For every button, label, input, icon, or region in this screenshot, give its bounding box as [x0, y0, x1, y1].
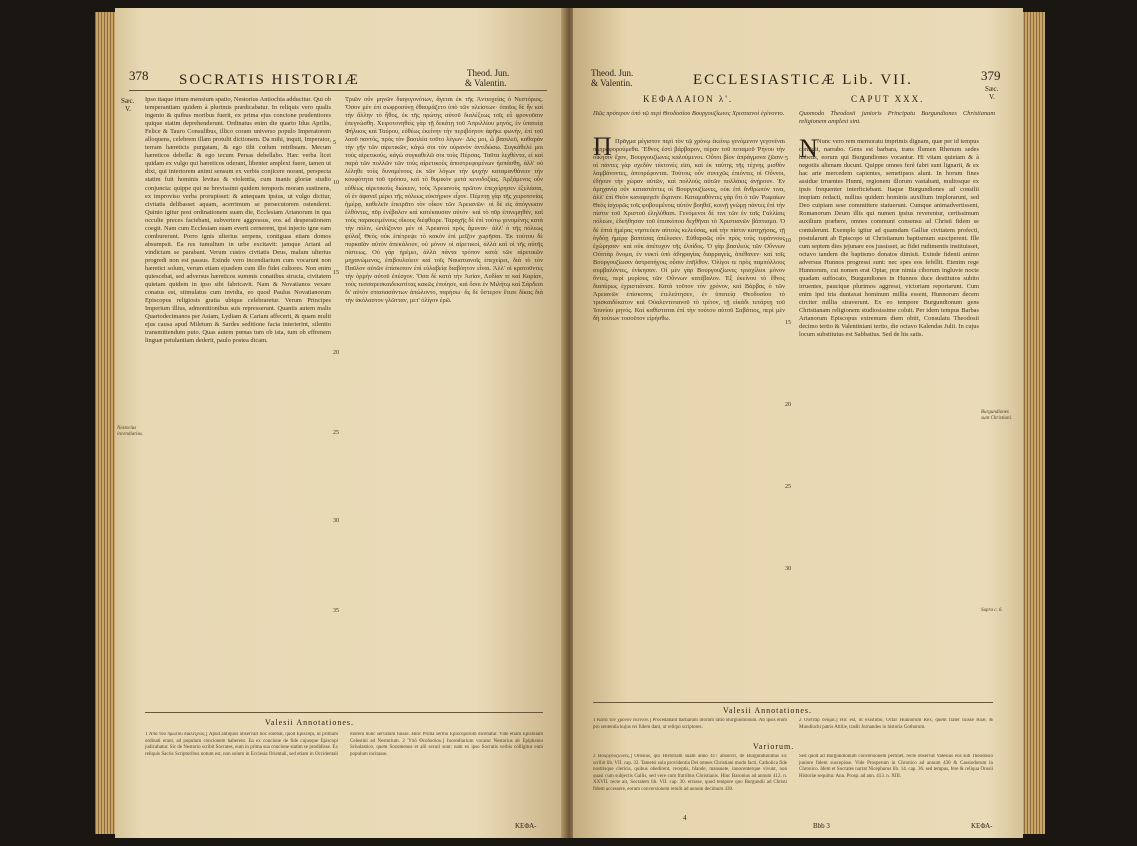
left-line-number: 30	[333, 518, 339, 524]
right-running-title: ECCLESIASTICÆ Lib. VII.	[693, 72, 913, 88]
right-line-number: 20	[785, 402, 791, 408]
right-latin-column: Nunc vero rem memoratu imprimis dignam, quæ per id tempus contigit, narrabo. Gens est barbara, trans flumen Rhenum sedes habens, eorum qui Burgundiones vocantur. Hi vitam quietam & à negotiis alienam ducunt. Quippe omnes ferè fabri sunt lignarii, & ex hac arte mercedem capientes, semetipsos alunt. In horum fines assidue irruentes Hunni, regionem illorum vastabant, multosque ex ipsis frequenter interficiebant. Itaque Burgundiones ad consilii inopiam redacti, nullius quidem hominis auxilium implorarunt, sed Deo cuipiam sese committere statuerunt. Cumque animadvertissent, Romanorum Deum illis qui numen ipsius reverentur, certissimum auxilium præbere, omnes communi consensu ad Christi fidem se contulerunt. Exemplo igitur ad quamdam Galliæ civitatem profecti, postularunt ab Episcopo ut Christianum baptismum susciperent. Ille cum septem dies jejunare eos jussisset, ac fidei rudimentis instituisset, octavo tandem die baptismo donatos dimisit. Exinde fidenti animo adversus Hunnos progressi sunt: nec spes eos fefellit. Etenim rege Hunnorum, cui nomen erat Optar, præ nimia ciborum ingluvie nocte quadam suffocato, Burgundiones in Hunnos duce destitutos subito irruentes, paucique plurimos aggressi, victoriam reportarunt. Cum enim ipsi tria duntaxat hominum millia essent, Hunnorum decem circiter millia straverunt. Ex eo tempore Burgundionum gens Christianam religionem studiosissime coluit. Per idem tempus Barbas Arianorum Episcopus extremum diem obiit, Consulatu Theodosii decimo tertio & Valentiniani tertio, die octavo Kalendas Julii. In cujus locum substitutus est Sabbatius. Sed de his satis.	[799, 138, 979, 339]
left-saec-label: Sæc.	[121, 97, 135, 105]
right-author-line-2: & Valentin.	[591, 78, 633, 88]
left-line-number: 15	[333, 270, 339, 276]
right-author-line-1: Theod. Jun.	[591, 68, 634, 78]
greek-chapter-heading: ΚΕΦΑΛΑΙΟΝ λ'.	[643, 94, 734, 104]
right-line-number: 25	[785, 484, 791, 490]
right-saec-value: V.	[989, 93, 995, 101]
right-fore-edge	[1021, 12, 1045, 834]
left-notes-text: 1 Ἀπὸ τοῦ πρώτου διαλέξεως.] Apud antiquos observari hoc solebat, quod Episcopi, ut primum ordinati erant, ad populum concionem haberent. Ea ex concione de fide cujusque Episcopi judicabatur. Sic de Nestorio scribit Socrates, eum in prima sua concione statim se prodidisse. Ex reliquis Sacris Scriptoribus notum est, non solum in Ecclesia Orientali, sed etiam in Occidentali morem hunc servatum fuisse. Hinc Prima sermo Episcoporum dicebatur. Vide etiam Epistolam Celestini ad Nestorium. 2 Ὑπὸ Θεοδοσίου.] Incendiarium vocatur Nestorius ab Epiphanio Scholastico, quem Sozomenus et alii secuti sunt: nam ex ipso Socratis verbis colligitur eum populum incitasse.	[145, 732, 543, 757]
left-running-title: SOCRATIS HISTORIÆ	[179, 72, 360, 88]
left-saec-value: V.	[125, 105, 131, 113]
open-book	[95, 8, 1045, 838]
greek-chapter-subtitle: Πῶς πρότερον ὑπὸ τῷ περὶ Θεοδοσίου Βουργουζίωνες Χριστιανοὶ ἐγένοντο.	[593, 110, 785, 117]
left-catchword: ΚΕΦΑ-	[515, 822, 537, 830]
greek-drop-initial: Π	[593, 132, 612, 161]
right-catchword: ΚΕΦΑ-	[971, 822, 993, 830]
right-line-number: 10	[785, 238, 791, 244]
right-saec-label: Sæc.	[985, 85, 999, 93]
left-author-line-1: Theod. Jun.	[467, 68, 510, 78]
left-line-number: 5	[333, 140, 336, 146]
variorum-text-right: Sed quod ad Burgundionum conversionem pertinet, recte observat Valesius eos sub Theodosio juniore fidem suscepisse. Vide Prosperum in Chronico ad annum 430 & Cassiodorum in Chronico. Idem et Socrates narrat Nicephorus lib. 14. cap. 36. sed tempus, fere & reliqua Orosii Historiæ sequitur. Ann. Prosp. ad ann. 413. n. XIII.	[799, 754, 993, 779]
left-notes-rule	[145, 712, 543, 713]
right-notes-heading: Valesii Annotationes.	[723, 706, 812, 715]
latin-chapter-heading: CAPUT XXX.	[851, 94, 925, 104]
left-line-number: 35	[333, 608, 339, 614]
variorum-text-left: 2 Βουργουζίωνες.] Orosius, qui Historiam suam anno 417 absolvit, de Burgundionibus sic scribit lib. VII. cap. 32. Tametsi sola providentia Dei omnes Christiani modo facti, Catholica fide nostrisque clericis, quibus obedirent, receptis, blande, mansuete, innocenterque vivunt, non quasi cum subjectis Gallis, sed vere cum fratribus Christianis. Hinc Baronius ad annum 412. n. XXVII. recte ait, Socratem lib. VII. cap. 30. errasse, quod tempore quo Burgundii ad Christi fidem accessere, eorum conversionem retulit ad annum decimum 430.	[593, 754, 787, 792]
left-author-line-2: & Valentin.	[465, 78, 507, 88]
latin-drop-initial: N	[799, 134, 818, 163]
right-notes-rule	[593, 702, 993, 703]
left-notes-heading: Valesii Annotationes.	[265, 718, 354, 727]
left-greek-column: Τριῶν οὖν μηνῶν διαγεγονότων, ἄγεται ἐκ τῆς Ἀντιοχείας ὁ Νεστόριος. Ὅσον μὲν ἐπὶ σωφροσύνῃ ἐθαυμάζετο ὑπὸ τῶν πλείστων· ὁποῖος δὲ ἦν καὶ τὴν ἄλλην τὸ ἦθος, ἐκ τῆς πρώτης αὐτοῦ διαλέξεως τοῖς εὖ φρονοῦσιν ἐπεγνώσθη. Χειροτονηθεὶς γὰρ τῇ δεκάτῃ τοῦ Ἀπριλλίου μηνός, ἐν ὑπατείᾳ Φήλικος καὶ Ταύρου, εὐθέως ἐκείνην τὴν περιβόητον ἀφῆκε φωνήν, ἐπὶ τοῦ λαοῦ παντός, πρὸς τὸν βασιλέα τοῦτο λέγων· Δός μοι, ὦ βασιλεῦ, καθαρὰν τὴν γῆν τῶν αἱρετικῶν, κἀγώ σοι τὸν οὐρανὸν ἀντιδώσω. Συγκάθελέ μοι τοὺς αἱρετικούς, κἀγώ συγκαθελῶ σοι τοὺς Πέρσας. Ταῦτα λεχθέντα, εἰ καὶ παρὰ τῶν πολλῶν τῶν τοὺς αἱρετικοὺς ἀποστρεφομένων ἠσπάσθη, ἀλλ' οὐ λέληθε τοὺς δυναμένους ἐκ τῶν λόγων τὴν ψυχὴν καταμανθάνειν τὴν κουφότητα τοῦ τρόπου, καὶ τὸ θυμικὸν μετὰ κενοδοξίας. Ἀρξάμενος οὖν εὐθέως αἱρετικοὺς διώκειν, τοὺς Ἀρειανοὺς πρῶτον ἐπεχείρησεν ἐξελάσαι, οἳ ἐν ἀφανεῖ μέρει τῆς πόλεως εὐκτήριον εἶχον. Πέμπτῃ γὰρ τῆς χειροτονίας ἡμέρᾳ, καθελεῖν ἐπειρᾶτο τὸν οἶκον τῶν Ἀρειανῶν· οἱ δὲ εἰς ἀπόγνωσιν ἐλθόντες, πῦρ ἐνέβαλον καὶ κατέκαυσαν αὐτόν· καὶ τὸ πῦρ ἐπινεμηθέν, καὶ τοὺς παρακειμένους οἴκους διέφθειρε. Ταραχῆς δὲ ἐπὶ τούτῳ γενομένης κατὰ τὴν πόλιν, ὡπλίζοντο μὲν οἱ Ἀρειανοὶ πρὸς ἄμυναν· ἀλλ' ὁ τῆς πόλεως φύλαξ Θεὸς οὐκ ἐπέτρεψε τὸ κακὸν ἐπὶ μεῖζον χωρῆσαι. Ἐκ τούτου δὲ πυρκαϊὰν αὐτὸν ἀπεκάλουν, οὐ μόνον οἱ αἱρετικοί, ἀλλὰ καὶ οἱ τῆς αὐτῆς πίστεως. Οὐ γὰρ ἠρέμει, ἀλλὰ πάντα τρόπον κατὰ τῶν αἱρετικῶν μηχανώμενος, ἐπιβουλεύειν καὶ τοῖς Ναυατιανοῖς ἐπεχείρει, διὰ τὸ τὸν Παῦλον αὐτῶν ἐπίσκοπον ἐπὶ εὐλαβείᾳ διαβόητον εἶναι. Ἀλλ' οἱ κρατοῦντες τὴν ὁρμὴν αὐτοῦ ἐπέσχον. Ὅσα δὲ κατὰ τὴν Ἀσίαν, Λυδίαν τε καὶ Καρίαν, τοὺς τεσσαρεσκαιδεκατίτας κακῶς ἐποίησε, καὶ ὅσοι ἐν Μιλήτῳ καὶ Σάρδεσι δι' αὐτὸν στασιασάντων ἀπώλοντο, παρήσω· ἃς δὲ ὕστερον ἔτισε δίκας διὰ τὴν ἀκόλαστον γλῶτταν, μετ' ὀλίγον ἐρῶ.	[345, 96, 543, 305]
left-page-number: 378	[129, 68, 149, 83]
right-margin-note-1: Burgundiones sunt Christiani.	[981, 410, 1013, 421]
right-margin-note-2: Supra c. 6.	[981, 608, 1003, 613]
right-page	[573, 8, 1023, 838]
right-greek-column: Πρᾶγμα μέγιστον περὶ τὸν τῷ χρόνῳ ἐκείνῳ γενόμενον γεγονέναι πληροφορούμεθα. Ἔθνος ἐστὶ βάρβαρον, πέραν τοῦ ποταμοῦ Ῥήνου τὴν οἴκησιν ἔχον, Βουργουζίωνες καλούμενοι. Οὗτοι βίον ἀπράγμονα ζῶσιν· οἱ πάντες γὰρ σχεδὸν τέκτονές εἰσι, καὶ ἐκ ταύτης τῆς τέχνης μισθὸν λαμβάνοντες, ἀποτρέφονται. Τούτοις οὖν συνεχῶς ἐπιόντες οἱ Οὖννοι, ἐδῄουν τὴν χώραν αὐτῶν, καὶ πολλοὺς αὐτῶν πολλάκις ἀνῄρουν. Ἐν ἀμηχανίᾳ οὖν καταστάντες οἱ Βουργουζίωνες, οὐκ ἐπὶ ἄνθρωπόν τινα, ἀλλ' ἐπὶ Θεὸν καταφυγεῖν ἔκριναν. Καταμαθόντες γὰρ ὅτι ὁ τῶν Ῥωμαίων Θεὸς ἰσχυρῶς τοῖς φοβουμένοις αὐτὸν βοηθεῖ, κοινῇ γνώμῃ πάντες ἐπὶ τὴν πίστιν τοῦ Χριστοῦ ἐληλύθασι. Γενόμενοι δέ τινι τῶν ἐν ταῖς Γαλλίαις πόλεων, ἐδεήθησαν τοῦ ἐπισκόπου δεχθῆναι τὸ Χριστιανῶν βάπτισμα. Ὁ δὲ ἑπτὰ ἡμέρας νηστεύειν αὐτοὺς κελεύσας, καὶ τὴν πίστιν κατηχήσας, τῇ ὀγδόῃ ἡμέρᾳ βαπτίσας ἀπέλυσεν. Εὐθαρσῶς οὖν πρὸς τοὺς τυράννους ἐχώρησαν· καὶ οὐκ ἀπέτυχον τῆς ἐλπίδος. Ὁ γὰρ βασιλεὺς τῶν Οὔννων Οὐπτὰρ ὄνομα, ἐν νυκτὶ ὑπὸ ἀδηφαγίας διαρραγείς, ἀπέθανεν· καὶ τοῖς Βουργουζίωσιν ἀστρατήγοις οὖσιν ἐπῆλθον. Ὀλίγοι τε πρὸς παμπόλλους συμβαλόντες, ἐνίκησαν. Οἱ μὲν γὰρ Βουργουζίωνες τρισχίλιοι μόνον ὄντες, περὶ μυρίους τῶν Οὔννων κατέβαλον. Ἐξ ἐκείνου τὸ ἔθνος διαπύρως ἐχριστιάνισε. Κατὰ τοῦτον τὸν χρόνον, καὶ Βάρβας ὁ τῶν Ἀρειανῶν ἐπίσκοπος ἐτελεύτησεν, ἐν ὑπατείᾳ Θεοδοσίου τὸ τρισκαιδέκατον καὶ Οὐαλεντινιανοῦ τὸ τρίτον, τῇ εἰκάδι τετάρτῃ τοῦ Ἰουνίου μηνός. Καὶ καθίσταται ἐπὶ τὴν τούτου αὐτοῦ Σαβάτιος, περὶ μὲν δὴ τούτων τοσοῦτον εἰρήσθω.	[593, 138, 785, 323]
left-header-rule	[129, 90, 547, 91]
left-margin-note: Nestorius incendiarius.	[117, 426, 144, 437]
left-line-number: 10	[333, 180, 339, 186]
right-line-number: 15	[785, 320, 791, 326]
left-line-number: 25	[333, 430, 339, 436]
left-line-number: 20	[333, 350, 339, 356]
right-notes-text-right: 2 Οὐπτὰρ ὄνομα.] Hic est, ut existimo, Octar Hunnorum Rex, quem frater fuisse Roæ, & Mundiuchi patris Attilæ, tradit Jornandes in historia Gothorum.	[799, 718, 993, 730]
left-page	[115, 8, 565, 838]
variorum-heading: Variorum.	[753, 742, 795, 751]
left-latin-column: Ipso itaque trium mensium spatio, Nestorius Antiochia adducitur. Qui ob temperantiam quidem à plurimis prædicabatur. In reliquis vero qualis ingenio & quibus moribus fuerit, ex prima ejus concione prudentiores quique statim deprehenderunt. Ordinatus enim die quarto Idus Aprilis, Felice & Tauro Consulibus, illico coram universo populo Imperatorem alloquens, celebrem illam protulit dictionem. Da mihi, inquit, Imperator, terram hæreticis purgatam, & ego tibi cœlum retribuam. Mecum hæreticos debella: & ego tecum Persas debellabo. Hæc verba licet quidam ex vulgo qui hæreticos oderant, libenter amplexi fuere, tamen ut dixi, qui interiorem animi sensum ex verbis conjicere norant, perspecta statim fuit hominis levitas & violentia, cum inanis gloriæ studio conjuncta: quippe qui ne brevissimi quidem temporis moram sustinens, ex improviso verba prorupisset: & antequam ipsius, ut vulgo dicitur, civitatis delibasset aquam, acerrimum se persecutorem ostenderet. Quinto igitur post ordinationem suam die, Ecclesiam Arianorum in qua occulte preces faciebant, subvertere aggressus, eos ad desperationem coegit. Nam cum Ecclesiam suam everti cernerent, ipsi injecto igne eam comburerunt. Porro ignis ulterius serpens, contiguas etiam domos absumpsit. Ea res tumultum in urbe excitavit: jamque Ariani ad vindictam se parabant. Verum custos civitatis Deus, malum ulterius progredi non est passus. Exinde vero incendiarium cum vocarunt non hæretici solum, verum etiam ejusdem cum illo fidei cultores. Non enim quiescebat, sed adversus hæreticos summis conatibus structa, civitatem quietam quidem in ipso sibi fabricavit. Nam & Novatianos vexare conatus est, stimulatus cum invidia, eo quod Paulus Novatianorum Episcopus religiosis gratia ubique celebraretur. Verum Principes Imperium illius, admonitionibus suis represserunt. Quantis autem malis Quartodecimanos per Asiam, Lydiam & Cariam affecerit, & quam multi ejus causa apud Miletum & Sardes seditione facta interierint, silentio transmittendum puto. Quas autem pœnas tum ob ista, tum ob effrenem linguæ petulantiam dederit, paulo postea dicam.	[145, 96, 331, 345]
right-line-number: 30	[785, 566, 791, 572]
latin-chapter-subtitle: Quomodo Theodosii junioris Principatu Burgundiones Christianam religionem amplexi sint.	[799, 110, 995, 126]
right-signature: Bbb 3	[813, 822, 830, 830]
right-page-number: 379	[981, 68, 1001, 83]
right-notes-text-left: 1 Κατὰ τὸν χρόνον ἐκεῖνον.] Procedabant barbarum illorum ratio Burgundionum. Ab ipsis enim pro sententia hujus rei fidem dant, ut reliqui scriptores.	[593, 718, 787, 730]
left-fore-edge	[95, 12, 117, 834]
right-signature-mark: 4	[683, 814, 687, 822]
right-line-number: 5	[785, 156, 788, 162]
